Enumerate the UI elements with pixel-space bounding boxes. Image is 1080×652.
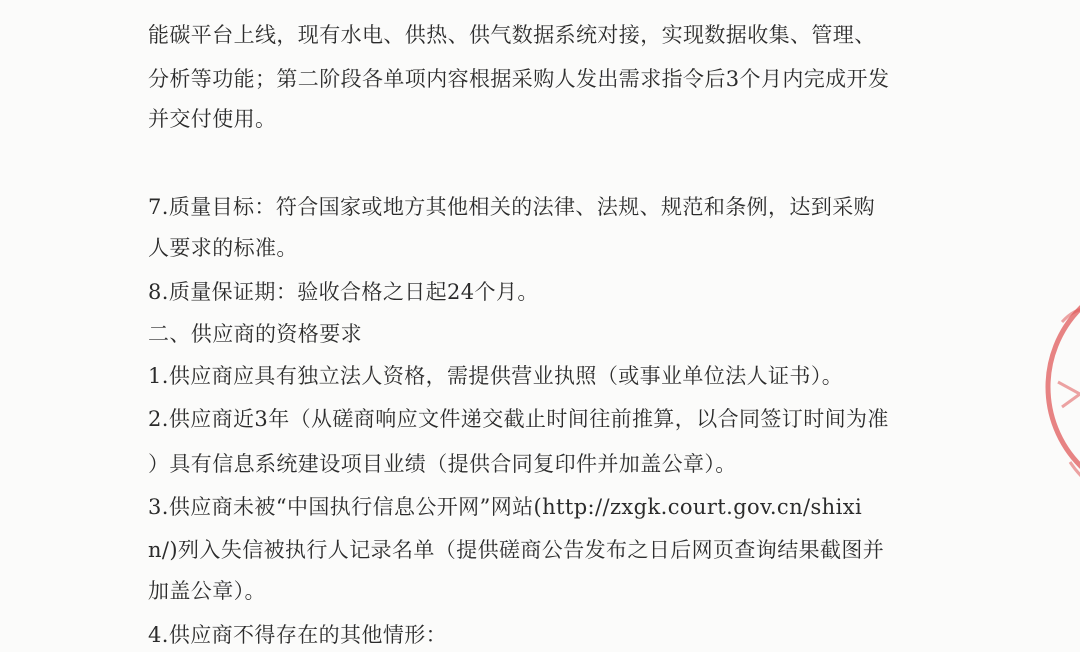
section-heading: 二、供应商的资格要求 xyxy=(148,322,362,346)
text-line-8: 1.供应商应具有独立法人资格，需提供营业执照（或事业单位法人证书）。 xyxy=(148,364,844,388)
text-line-4: 7.质量目标：符合国家或地方其他相关的法律、法规、规范和条例，达到采购 xyxy=(148,195,876,219)
text-line-5: 人要求的标准。 xyxy=(148,236,298,260)
text-line-11: 3.供应商未被“中国执行信息公开网”网站(http://zxgk.court.gov.cn/shixi xyxy=(148,495,863,519)
text-line-2: 分析等功能；第二阶段各单项内容根据采购人发出需求指令后3个月内完成开发 xyxy=(148,67,890,91)
text-line-6: 8.质量保证期：验收合格之日起24个月。 xyxy=(148,280,539,304)
text-line-12: n/)列入失信被执行人记录名单（提供磋商公告发布之日后网页查询结果截图并 xyxy=(148,538,885,562)
text-line-9: 2.供应商近3年（从磋商响应文件递交截止时间往前推算，以合同签订时间为准 xyxy=(148,407,889,431)
text-line-14: 4.供应商不得存在的其他情形： xyxy=(148,623,448,647)
text-line-13: 加盖公章）。 xyxy=(148,579,266,603)
text-line-3: 并交付使用。 xyxy=(148,107,277,131)
official-seal xyxy=(1040,262,1080,512)
text-line-10: ）具有信息系统建设项目业绩（提供合同复印件并加盖公章）。 xyxy=(148,452,737,476)
text-line-1: 能碳平台上线，现有水电、供热、供气数据系统对接，实现数据收集、管理、 xyxy=(148,23,876,47)
